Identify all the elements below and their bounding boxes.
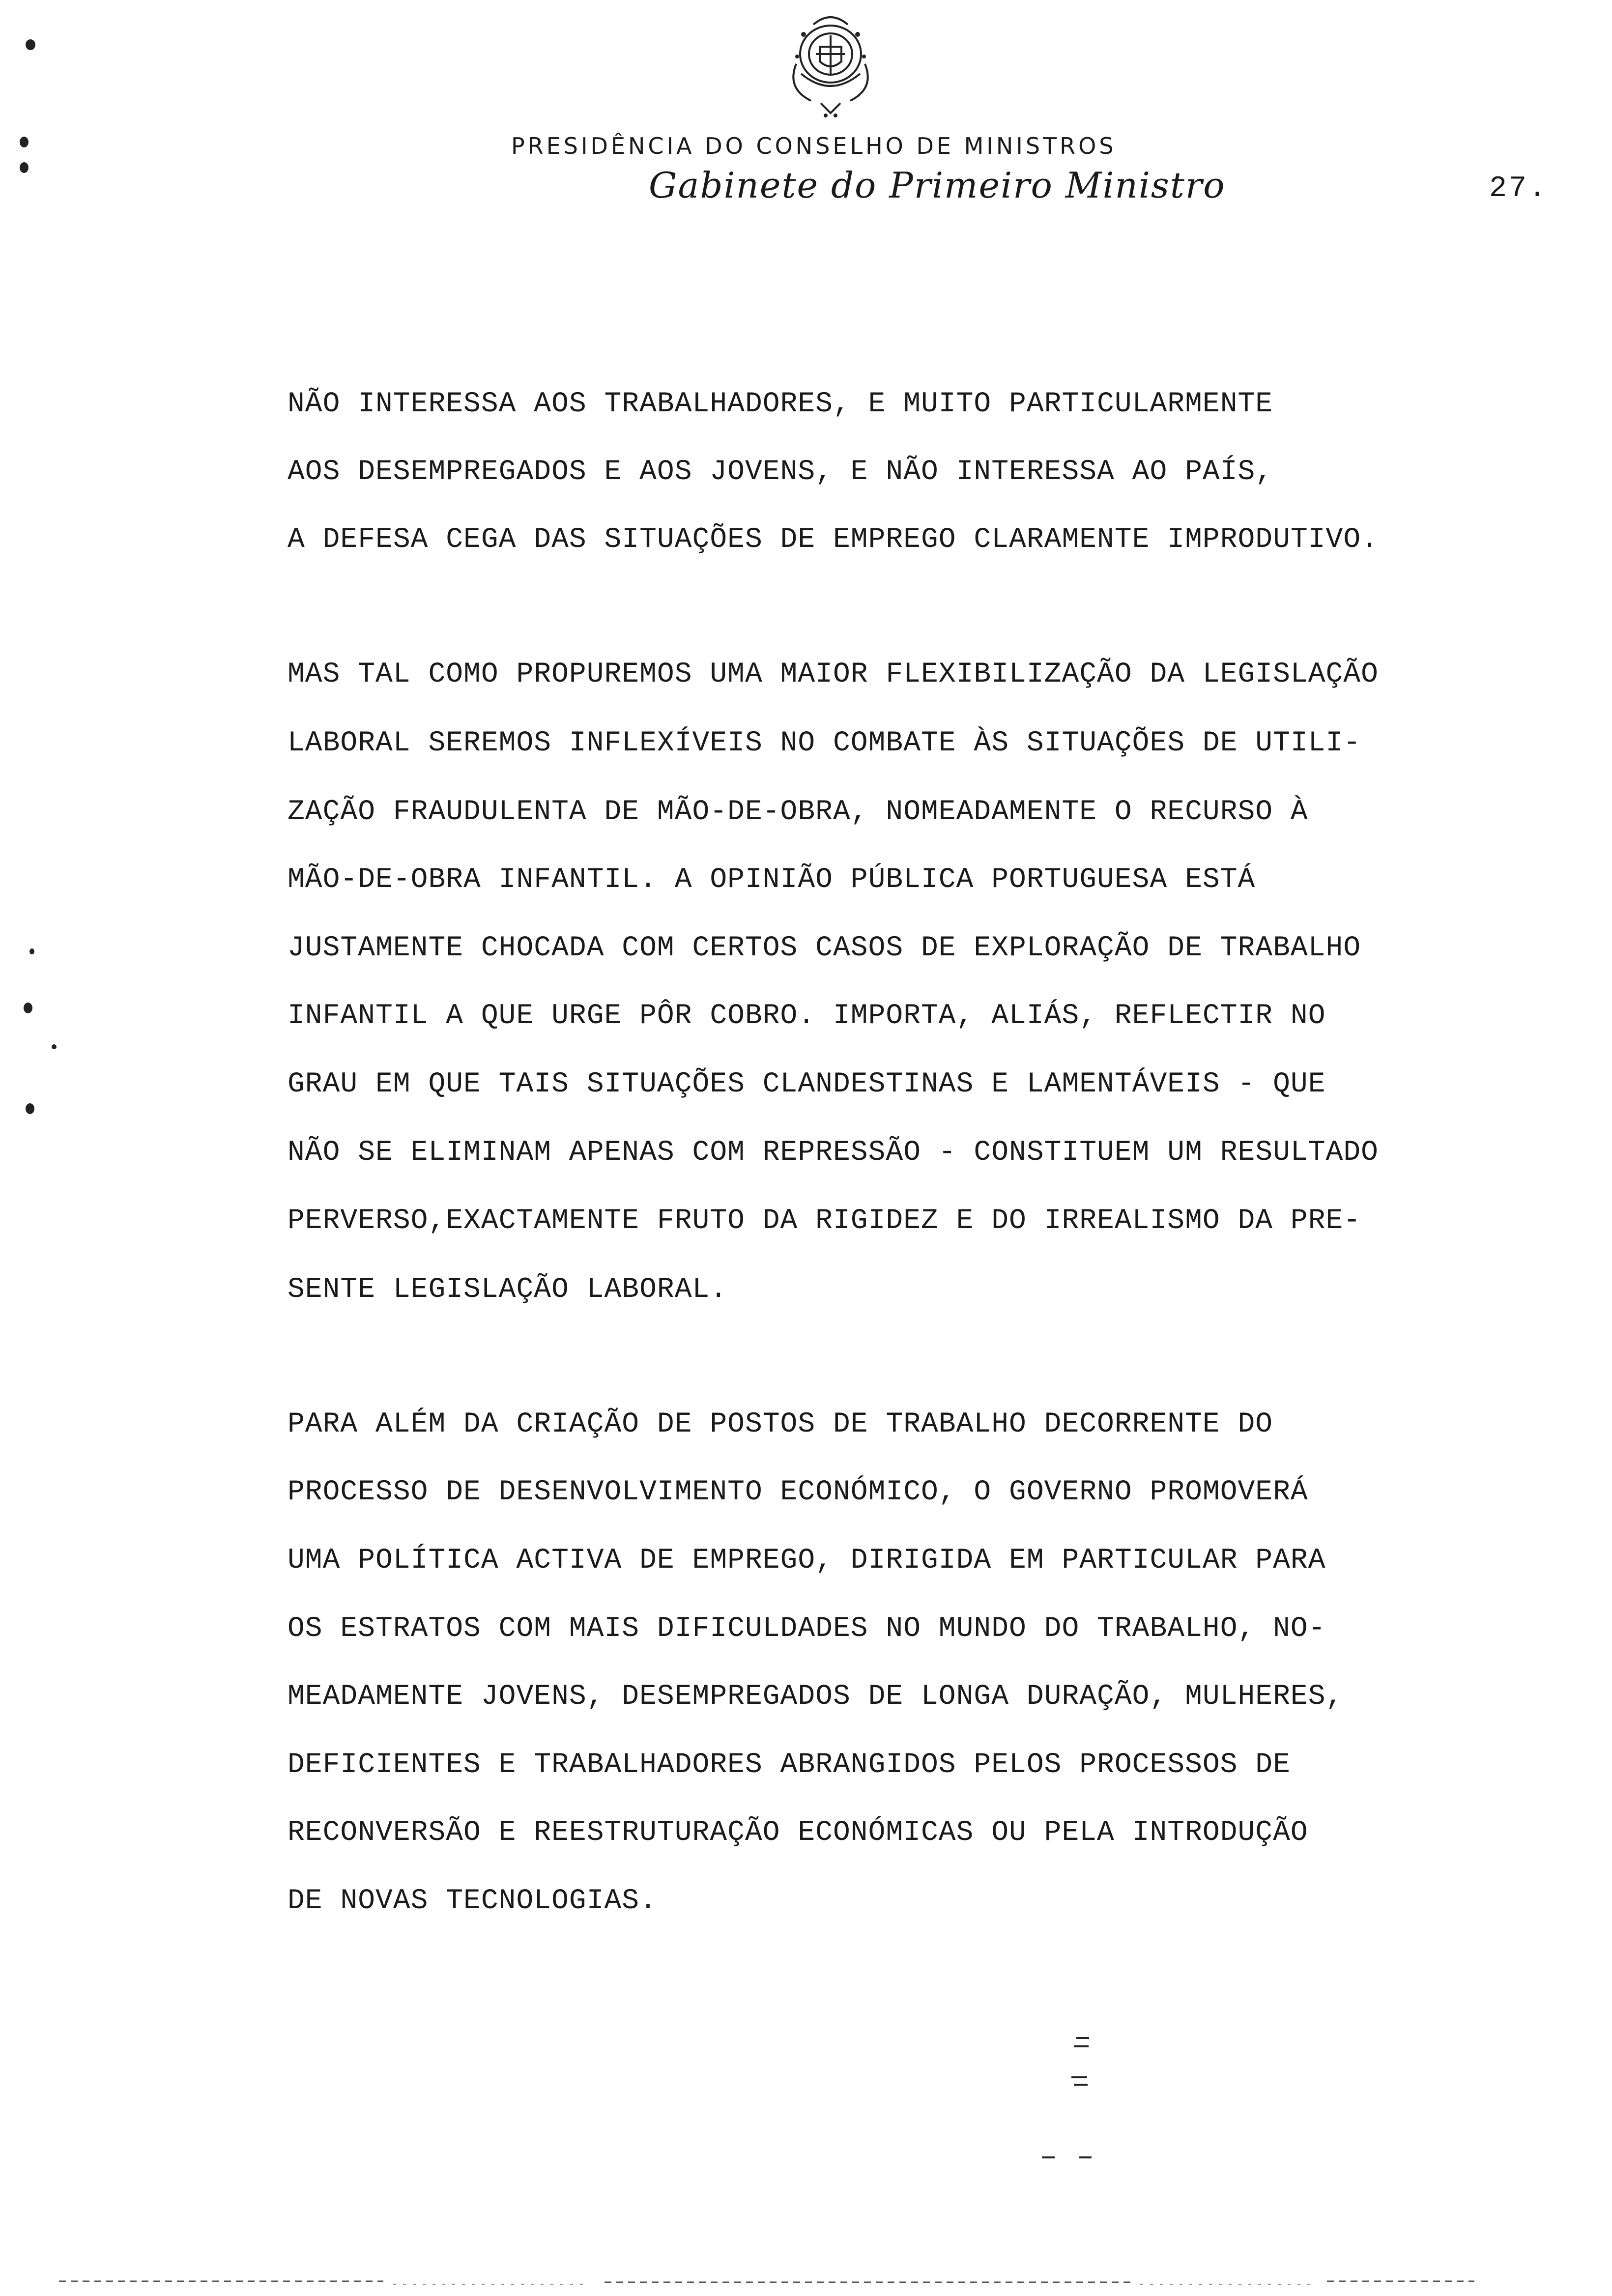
scan-mark xyxy=(1071,2076,1087,2078)
text-line: DE NOVAS TECNOLOGIAS. xyxy=(288,1885,657,1917)
text-line: MÃO-DE-OBRA INFANTIL. A OPINIÃO PÚBLICA PORTUGUESA ESTÁ xyxy=(288,864,1256,896)
text-line: RECONVERSÃO E REESTRUTURAÇÃO ECONÓMICAS OU PELA INTRODUÇÃO xyxy=(288,1817,1308,1849)
text-line: LABORAL SEREMOS INFLEXÍVEIS NO COMBATE ÀS SITUAÇÕES DE UTILI- xyxy=(288,727,1361,759)
scan-speck xyxy=(26,39,35,50)
text-line: ZAÇÃO FRAUDULENTA DE MÃO-DE-OBRA, NOMEADAMENTE O RECURSO À xyxy=(288,796,1308,828)
text-line: NÃO SE ELIMINAM APENAS COM REPRESSÃO - CONSTITUEM UM RESULTADO xyxy=(288,1137,1379,1169)
text-line: INFANTIL A QUE URGE PÔR COBRO. IMPORTA, ALIÁS, REFLECTIR NO xyxy=(288,1000,1326,1032)
text-line: PROCESSO DE DESENVOLVIMENTO ECONÓMICO, O GOVERNO PROMOVERÁ xyxy=(288,1476,1308,1508)
office-subtitle: Gabinete do Primeiro Ministro xyxy=(649,165,1226,206)
scan-speck xyxy=(20,137,29,147)
text-line: SENTE LEGISLAÇÃO LABORAL. xyxy=(288,1274,728,1306)
text-line: MEADAMENTE JOVENS, DESEMPREGADOS DE LONGA DURAÇÃO, MULHERES, xyxy=(288,1681,1344,1713)
scan-speck xyxy=(20,162,29,173)
scan-edge-noise xyxy=(0,2275,1612,2290)
scan-mark xyxy=(1074,2084,1088,2086)
scan-speck xyxy=(29,948,34,954)
scan-speck xyxy=(24,1003,32,1013)
scan-speck xyxy=(52,1044,57,1049)
text-line: NÃO INTERESSA AOS TRABALHADORES, E MUITO PARTICULARMENTE xyxy=(288,388,1273,420)
text-line: PARA ALÉM DA CRIAÇÃO DE POSTOS DE TRABALHO DECORRENTE DO xyxy=(288,1408,1273,1440)
office-title: PRESIDÊNCIA DO CONSELHO DE MINISTROS xyxy=(511,133,1117,159)
text-line: PERVERSO,EXACTAMENTE FRUTO DA RIGIDEZ E DO IRREALISMO DA PRE- xyxy=(288,1205,1361,1237)
text-line: OS ESTRATOS COM MAIS DIFICULDADES NO MUNDO DO TRABALHO, NO- xyxy=(288,1613,1326,1645)
page-number: 27. xyxy=(1489,172,1549,205)
text-line: MAS TAL COMO PROPUREMOS UMA MAIOR FLEXIBILIZAÇÃO DA LEGISLAÇÃO xyxy=(288,659,1379,690)
text-line: AOS DESEMPREGADOS E AOS JOVENS, E NÃO INTERESSA AO PAÍS, xyxy=(288,456,1273,488)
text-line: JUSTAMENTE CHOCADA COM CERTOS CASOS DE EXPLORAÇÃO DE TRABALHO xyxy=(288,932,1361,964)
text-line: DEFICIENTES E TRABALHADORES ABRANGIDOS PELOS PROCESSOS DE xyxy=(288,1749,1291,1781)
scan-speck xyxy=(26,1103,34,1114)
scan-mark xyxy=(1042,2156,1055,2158)
text-line: GRAU EM QUE TAIS SITUAÇÕES CLANDESTINAS E LAMENTÁVEIS - QUE xyxy=(288,1068,1326,1100)
scan-mark xyxy=(1076,2037,1089,2039)
scan-mark xyxy=(1074,2045,1089,2047)
text-line: A DEFESA CEGA DAS SITUAÇÕES DE EMPREGO CLARAMENTE IMPRODUTIVO. xyxy=(288,524,1379,556)
coat-of-arms-seal-icon xyxy=(767,5,894,123)
text-line: UMA POLÍTICA ACTIVA DE EMPREGO, DIRIGIDA EM PARTICULAR PARA xyxy=(288,1545,1326,1577)
scan-mark xyxy=(1079,2156,1092,2158)
